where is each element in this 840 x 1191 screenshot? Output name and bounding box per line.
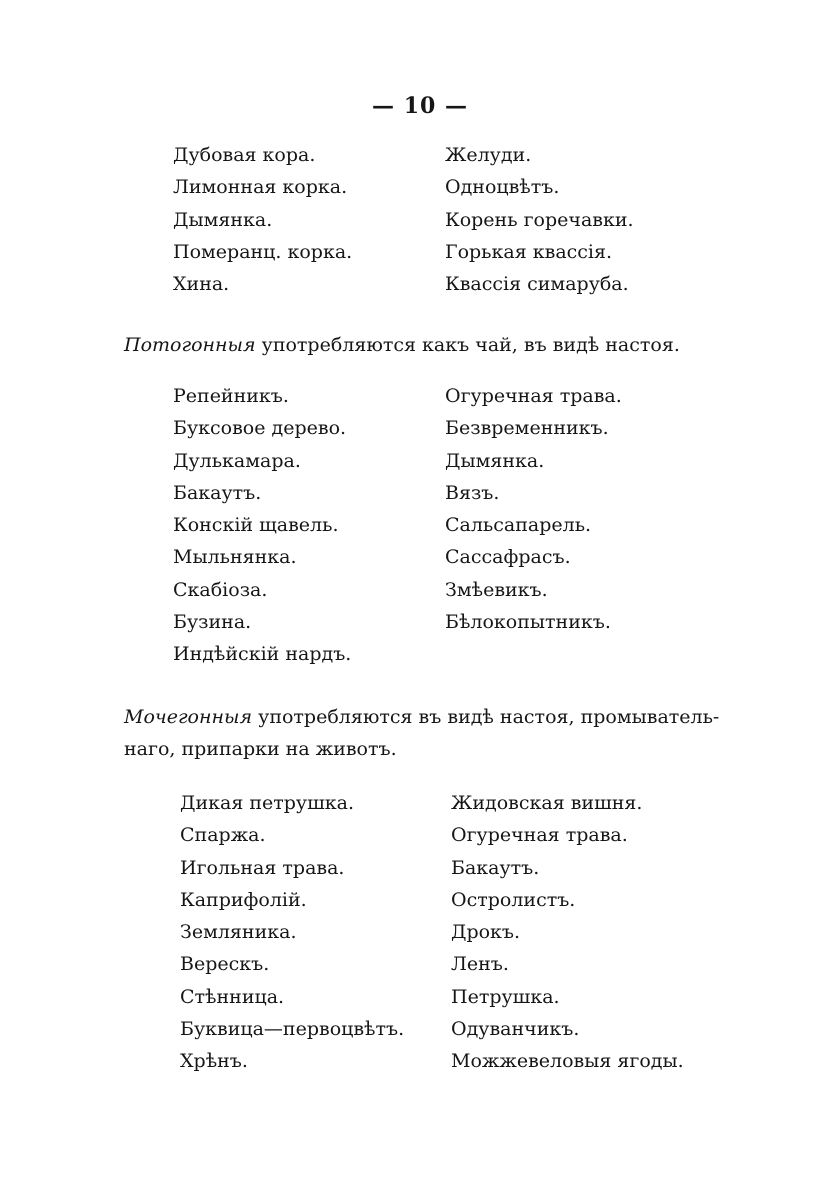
list-item: Сальсапарель. — [445, 514, 592, 537]
list-item: Померанц. корка. — [173, 240, 353, 263]
section3-heading — [124, 706, 719, 770]
list-item: Игольная трава. — [180, 856, 345, 879]
list-item: Квассія симаруба. — [445, 273, 629, 296]
list-item: Дымянка. — [445, 449, 545, 472]
list-item: Корень горечавки. — [445, 208, 634, 231]
section3-left-list — [180, 787, 404, 1078]
list-item: Каприфолій. — [180, 888, 307, 911]
list-item: Одноцвѣтъ. — [445, 176, 560, 199]
list-item: Огуречная трава. — [451, 824, 628, 847]
list-item: Стѣнница. — [180, 985, 285, 1008]
section2-right-list — [445, 380, 622, 638]
list-item: Петрушка. — [451, 985, 560, 1008]
section1-right-list — [445, 139, 634, 300]
list-item: Индѣйскій нардъ. — [173, 643, 352, 666]
list-item: Хина. — [173, 273, 230, 296]
list-item: Дикая петрушка. — [180, 792, 355, 814]
list-item: Одуванчикъ. — [451, 1018, 580, 1041]
list-item: Лимонная корка. — [173, 176, 348, 199]
list-item: Бакаутъ. — [173, 481, 262, 504]
section3-right-list — [451, 787, 684, 1078]
list-item: Жидовская вишня. — [451, 792, 643, 814]
section2-left-list — [173, 380, 351, 671]
list-item: Бакаутъ. — [451, 856, 540, 879]
list-item: Сассафрасъ. — [445, 546, 571, 569]
heading-text: употребляются какъ чай, въ видѣ настоя. — [255, 334, 680, 356]
list-item: Дулькамара. — [173, 449, 301, 472]
heading-line — [124, 706, 719, 738]
list-item: Ленъ. — [451, 953, 509, 976]
list-item: Буквица—первоцвѣтъ. — [180, 1018, 405, 1041]
section1-left-list — [173, 139, 352, 300]
list-item: Буксовое дерево. — [173, 417, 347, 440]
list-item: Скабіоза. — [173, 578, 268, 601]
heading-lead: Потогонныя — [124, 334, 256, 356]
heading-line — [124, 334, 680, 366]
list-item: Бузина. — [173, 611, 252, 634]
list-item: Дубовая кора. — [173, 144, 316, 166]
heading-text: употребляются въ видѣ настоя, промыватель- — [252, 706, 720, 728]
list-item: Желуди. — [445, 144, 532, 166]
list-item: Конскій щавель. — [173, 514, 339, 537]
list-item: Земляника. — [180, 921, 297, 944]
list-item: Остролистъ. — [451, 888, 576, 911]
list-item: Дымянка. — [173, 208, 273, 231]
list-item: Хрѣнъ. — [180, 1050, 248, 1073]
list-item: Можжевеловыя ягоды. — [451, 1050, 684, 1073]
list-item: Спаржа. — [180, 824, 266, 847]
list-item: Безвременникъ. — [445, 417, 609, 440]
list-item: Змѣевикъ. — [445, 578, 548, 601]
list-item: Репейникъ. — [173, 385, 289, 407]
list-item: Огуречная трава. — [445, 385, 622, 407]
heading-lead: Мочегонныя — [124, 706, 253, 728]
section2-heading — [124, 334, 680, 366]
list-item: Дрокъ. — [451, 921, 521, 944]
list-item: Верескъ. — [180, 953, 270, 976]
page-number: — 10 — — [372, 93, 468, 119]
list-item: Вязъ. — [445, 481, 500, 504]
heading-line: наго, припарки на животъ. — [124, 738, 397, 760]
list-item: Горькая квассія. — [445, 240, 613, 263]
list-item: Бѣлокопытникъ. — [445, 611, 611, 634]
list-item: Мыльнянка. — [173, 546, 297, 569]
